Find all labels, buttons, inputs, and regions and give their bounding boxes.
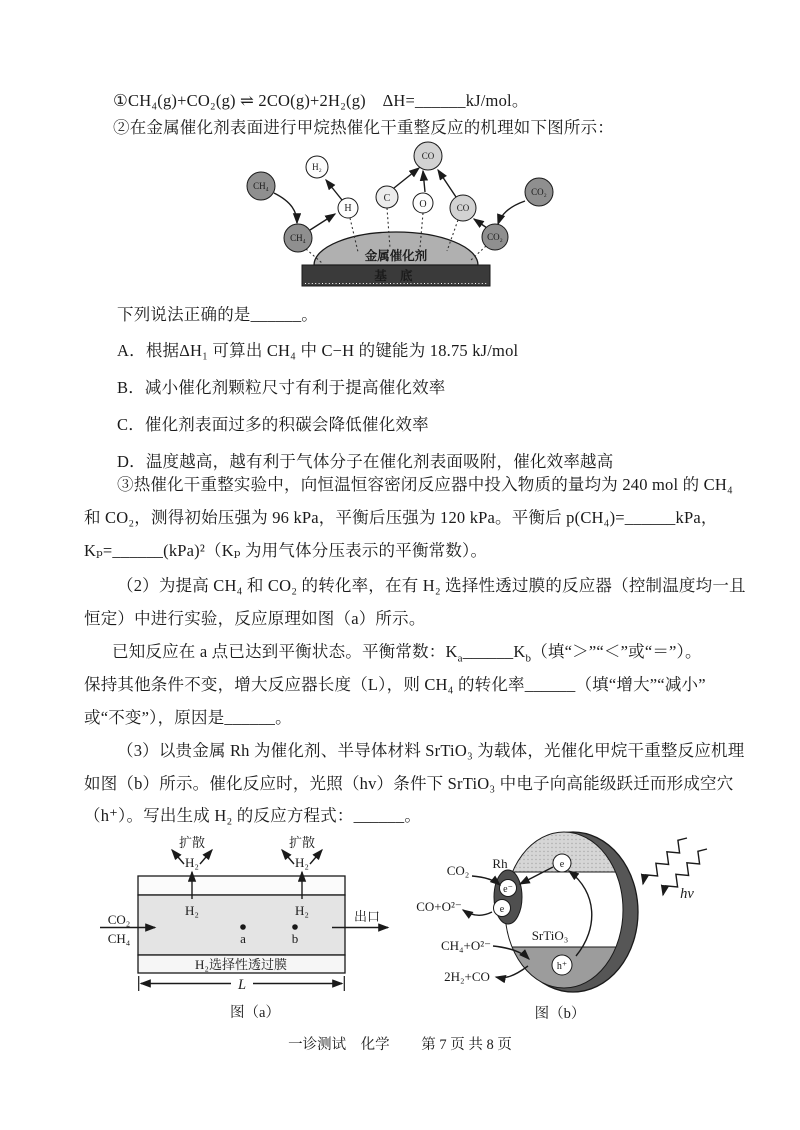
length-dimension: [139, 976, 345, 993]
hv-label: hv: [680, 886, 694, 902]
point-a-dot: [240, 924, 246, 930]
line-part3-2: 如图（b）所示。催化反应时，光照（hv）条件下 SrTiO₃ 中电子向高能级跃迁而形成空穴: [84, 774, 734, 793]
svg-text:H: H: [344, 203, 352, 214]
top-membrane-strip: [138, 876, 345, 895]
svg-text:C: C: [383, 193, 391, 204]
mechanism-diagram: [220, 140, 580, 300]
footer-page-number: 第 7 页 共 8 页: [421, 1037, 512, 1053]
svg-text:e: e: [559, 859, 565, 870]
svg-text:e: e: [499, 904, 505, 915]
line-question-stem: 下列说法正确的是______。: [117, 305, 318, 324]
svg-text:a: a: [240, 931, 246, 946]
svg-text:CH₄: CH₄: [253, 181, 269, 191]
svg-text:扩散: 扩散: [288, 835, 316, 850]
svg-text:b: b: [291, 931, 299, 946]
svg-text:CO: CO: [421, 151, 435, 161]
co2-label: CO₂: [446, 863, 470, 878]
svg-text:L: L: [237, 977, 247, 993]
co-o-label: CO+O²⁻: [416, 899, 462, 914]
line-q3-2: 和 CO₂，测得初始压强为 96 kPa，平衡后压强为 120 kPa。平衡后 p(CH₄)=______kPa，: [84, 508, 718, 527]
line-keep-2: 或“不变”），原因是______。: [84, 708, 292, 727]
line-q3-3: Kₚ=______(kPa)²（Kₚ 为用气体分压表示的平衡常数）。: [84, 541, 488, 560]
option-b: B．减小催化剂颗粒尺寸有利于提高催化效率: [117, 378, 446, 397]
membrane-label: H₂选择性透过膜: [195, 957, 287, 972]
line-q2-intro: ②在金属催化剂表面进行甲烷热催化干重整反应的机理如下图所示：: [113, 118, 614, 137]
line-part3-3: （h⁺）。写出生成 H₂ 的反应方程式：______。: [84, 806, 422, 825]
svg-text:CH₄: CH₄: [290, 233, 306, 243]
svg-text:扩散: 扩散: [178, 835, 206, 850]
kab-post: （填“＞”“＜”或“＝”）。: [531, 642, 702, 661]
catalyst-label: 金属催化剂: [364, 249, 428, 263]
option-c: C．催化剂表面过多的积碳会降低催化效率: [117, 415, 429, 434]
figure-b-caption: 图（b）: [534, 1006, 586, 1022]
svg-text:CO₂: CO₂: [531, 187, 547, 197]
svg-text:CH₄: CH₄: [107, 931, 131, 946]
svg-text:H₂: H₂: [185, 903, 199, 918]
line-part2-2: 恒定）中进行实验，反应原理如图（a）所示。: [84, 609, 426, 628]
kab-sub-a: a: [457, 652, 463, 665]
figure-a-membrane-reactor: [95, 833, 405, 1028]
svg-text:H₂: H₂: [185, 855, 199, 870]
svg-text:e⁻: e⁻: [503, 884, 513, 895]
kab-pre: 已知反应在 a 点已达到平衡状态。平衡常数：K: [112, 642, 458, 661]
point-b-dot: [292, 924, 298, 930]
svg-text:h⁺: h⁺: [556, 961, 568, 972]
line-q3-1: ③热催化干重整实验中，向恒温恒容密闭反应器中投入物质的量均为 240 mol 的 CH₄: [117, 475, 733, 494]
light-rays: [643, 838, 707, 895]
svg-text:CO₂: CO₂: [487, 232, 503, 242]
svg-text:H₂: H₂: [295, 855, 309, 870]
mechanism-arrows: [274, 168, 525, 230]
svg-text:出口: 出口: [353, 909, 381, 924]
page-footer: [0, 1033, 800, 1054]
option-d: D．温度越高，越有利于气体分子在催化剂表面吸附，催化效率越高: [117, 452, 614, 471]
rh-label: Rh: [492, 856, 508, 871]
line-kab: [112, 638, 702, 664]
line-part3-1: （3）以贵金属 Rh 为催化剂、半导体材料 SrTiO₃ 为载体，光催化甲烷干重整反应机理: [117, 741, 745, 760]
svg-text:H₂: H₂: [312, 162, 322, 172]
ch4-o-label: CH₄+O²⁻: [440, 938, 492, 953]
figure-a-caption: 图（a）: [230, 1005, 280, 1021]
h2-co-label: 2H₂+CO: [444, 969, 490, 984]
svg-text:CO₂: CO₂: [107, 912, 131, 927]
line-part2-1: （2）为提高 CH₄ 和 CO₂ 的转化率，在有 H₂ 选择性透过膜的反应器（控制温度均一且: [117, 576, 746, 595]
option-a: A．根据ΔH₁ 可算出 CH₄ 中 C−H 的键能为 18.75 kJ/mol: [117, 341, 519, 360]
svg-text:CO: CO: [456, 203, 470, 213]
line-equation1: ①CH₄(g)+CO₂(g) ⇌ 2CO(g)+2H₂(g) ΔH=______kJ/mol。: [113, 91, 529, 110]
svg-text:O: O: [419, 199, 427, 210]
footer-exam-title: 一诊测试 化学: [288, 1037, 390, 1053]
figure-b-photocatalysis: [415, 818, 725, 1030]
line-keep-1: 保持其他条件不变，增大反应器长度（L），则 CH₄ 的转化率______（填“增大”“减小”: [84, 675, 706, 694]
srtio3-label: SrTiO₃: [531, 928, 569, 943]
substrate-label: 基 底: [374, 269, 418, 283]
svg-text:H₂: H₂: [295, 903, 309, 918]
kab-mid: ______K: [462, 642, 526, 661]
kab-sub-b: b: [525, 652, 532, 665]
